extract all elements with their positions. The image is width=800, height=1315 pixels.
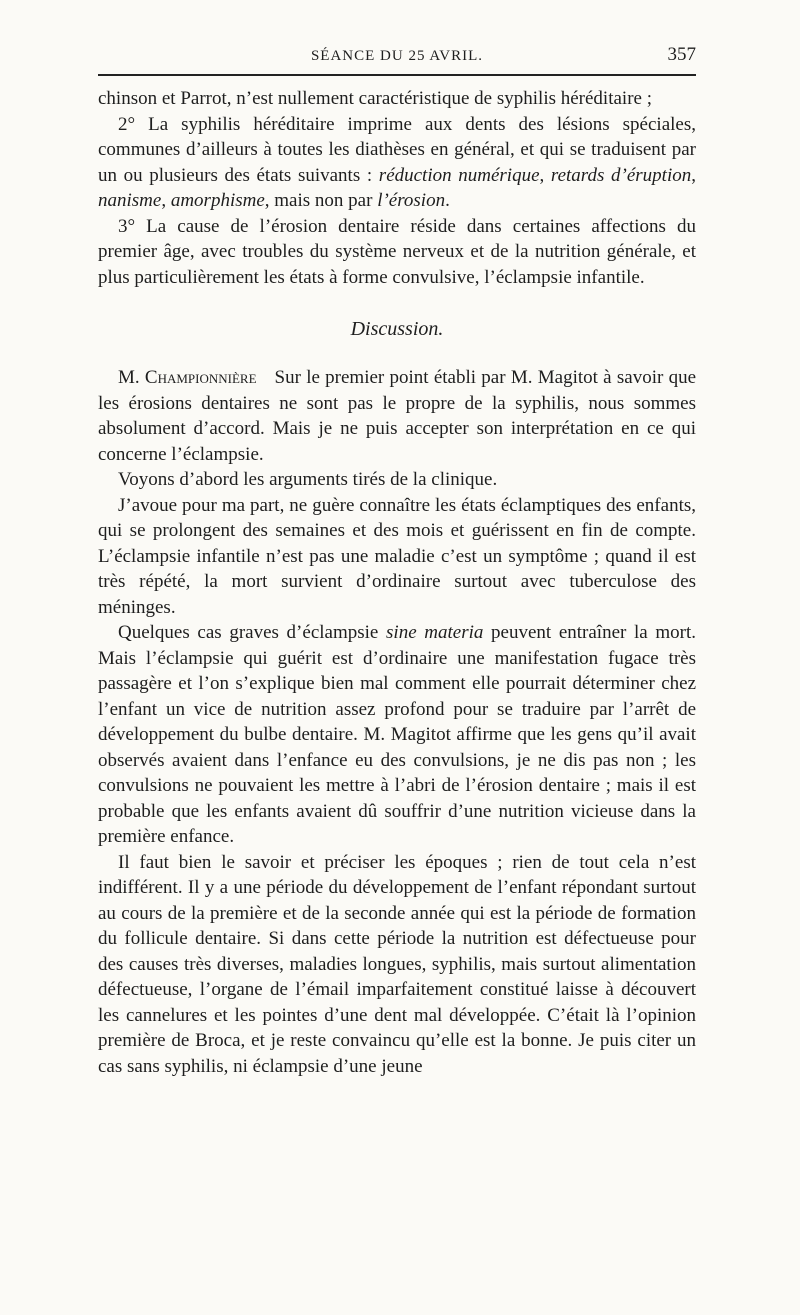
header-rule bbox=[98, 74, 696, 76]
separator: , bbox=[161, 190, 171, 211]
discussion-paragraph-5: Il faut bien le savoir et préciser les époques ; rien de tout cela n’est indifférent. Il y a une période du développement de l’enfant répondant surtout au cours de la première et de la seconde année qui est la période de formation du follicule dentaire. Si dans cette période la nutrition est défectueuse pour des causes très diverses, maladies longues, syphilis, mais surtout alimentation défectueuse, l’organe de l’émail imparfaitement constitué laisse à découvert les cannelures et les pointes d’une dent mal développée. C’était là l’opinion première de Broca, et je reste convaincu qu’elle est la bonne. Je puis citer un cas sans syphilis, ni éclampsie d’une jeune bbox=[98, 851, 696, 1077]
term-retards-eruption: retards d’éruption bbox=[550, 164, 692, 186]
intro-paragraph-2 bbox=[98, 112, 696, 214]
discussion-p1-text: Sur le premier point établi par M. Magitot à savoir que les érosions dentaires ne sont pas le propre de la syphilis, nous sommes absolument d’accord. Mais je ne puis accepter son interprétation en ce qui concerne l’éclampsie. bbox=[98, 367, 696, 465]
discussion-paragraph-2: Voyons d’abord les arguments tirés de la clinique. bbox=[118, 469, 498, 490]
intro-p2-mid: , mais non par bbox=[264, 190, 378, 211]
separator: , bbox=[539, 164, 551, 186]
discussion-paragraph-4 bbox=[98, 620, 696, 850]
running-head bbox=[98, 40, 696, 74]
page bbox=[98, 40, 696, 1079]
page-number: 357 bbox=[667, 44, 696, 65]
intro-p2-end: . bbox=[445, 190, 450, 211]
intro-p2-text: 2° La syphilis héréditaire imprime aux dents des lésions spéciales, communes d’ailleurs à toutes les diathèses en général, et qui se traduisent par un ou plusieurs des états suivants : bbox=[98, 113, 696, 186]
intro-paragraph-3: 3° La cause de l’érosion dentaire réside dans certaines affections du premier âge, avec troubles du système nerveux et de la nutrition générale, et plus particulièrement les états à forme convulsive, l’éclampsie infantile. bbox=[98, 215, 696, 288]
intro-paragraph-1: chinson et Parrot, n’est nullement caractéristique de syphilis héréditaire ; bbox=[98, 88, 652, 109]
discussion-p4-start: Quelques cas graves d’éclampsie bbox=[118, 622, 387, 643]
speaker-name: M. Championnière bbox=[118, 367, 257, 388]
discussion-paragraph-3: J’avoue pour ma part, ne guère connaître les états éclamptiques des enfants, qui se prolongent des semaines et des mois et guérissent en fin de compte. L’éclampsie infantile n’est pas une maladie c’est un symptôme ; quand il est très répété, la mort survient d’ordinaire surtout avec tuberculose des méninges. bbox=[98, 494, 696, 618]
separator: , bbox=[691, 164, 696, 186]
term-sine-materia: sine materia bbox=[386, 622, 484, 643]
term-reduction-numerique: réduction numérique bbox=[378, 164, 540, 186]
term-nanisme: nanisme bbox=[98, 190, 162, 211]
running-title: SÉANCE DU 25 AVRIL. bbox=[310, 48, 484, 64]
section-heading-discussion: Discussion. bbox=[350, 318, 444, 340]
term-erosion: l’érosion bbox=[377, 190, 446, 211]
term-amorphisme: amorphisme bbox=[170, 190, 265, 211]
discussion-p4-end: peuvent entraîner la mort. Mais l’éclampsie qui guérit est d’ordinaire une manifestation fugace très passagère et l’on s’explique bien mal comment elle pourrait déterminer chez l’enfant un vice de nutrition assez profond pour se traduire par l’arrêt de développement du bulbe dentaire. M. Magitot affirme que les gens qu’il avait observés avaient dans l’enfance eu des convulsions, je ne dis pas non ; les convulsions ne pouvaient les mettre à l’abri de l’érosion dentaire ; mais il est probable que les enfants avaient dû souffrir d’une nutrition vicieuse dans la première enfance. bbox=[98, 622, 696, 847]
discussion-paragraph-1 bbox=[98, 365, 696, 467]
